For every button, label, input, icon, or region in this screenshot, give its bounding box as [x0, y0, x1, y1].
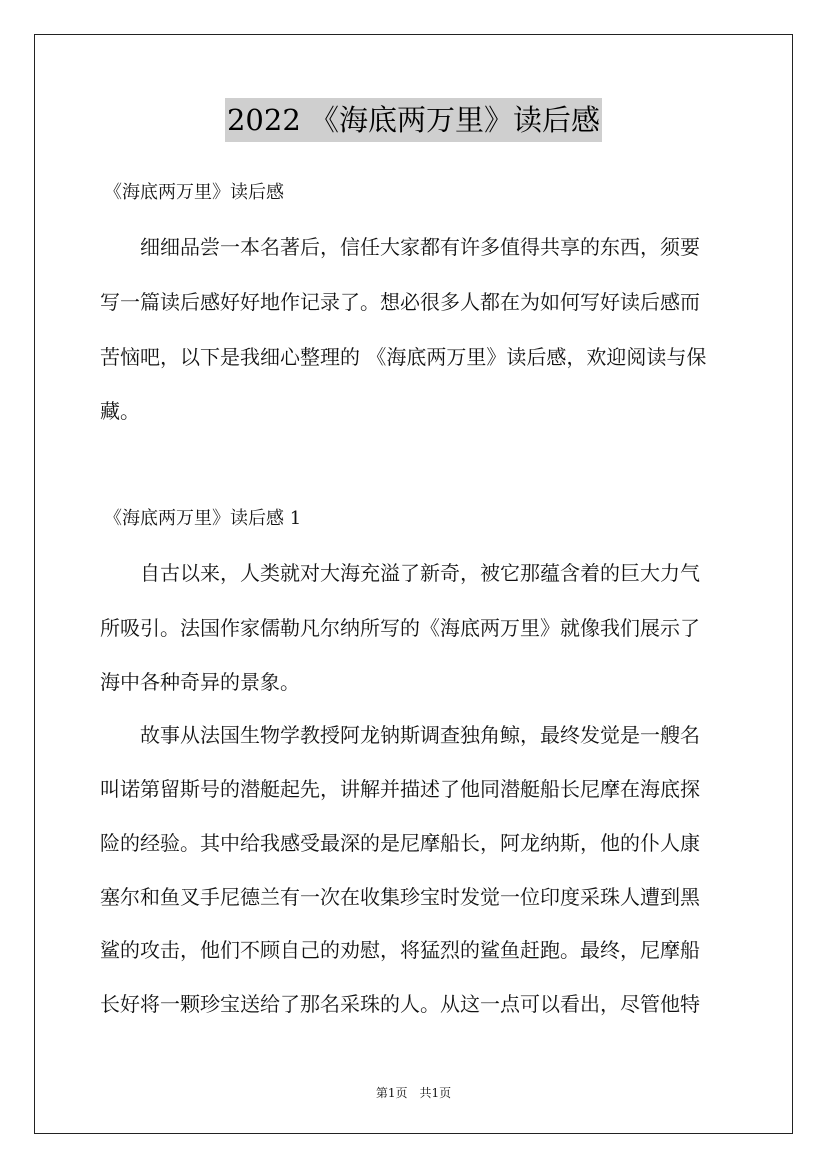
document-title: 2022 《海底两万里》读后感: [225, 98, 602, 142]
intro-line: 藏。: [100, 399, 140, 423]
body-line: 塞尔和鱼叉手尼德兰有一次在收集珍宝时发觉一位印度采珠人遭到黑: [100, 885, 700, 909]
body-line: 长好将一颗珍宝送给了那名采珠的人。从这一点可以看出，尽管他特: [100, 992, 700, 1016]
body-line: 海中各种奇异的景象。: [100, 670, 300, 694]
body-line: 故事从法国生物学教授阿龙钠斯调查独角鲸，最终发觉是一艘名: [100, 723, 700, 747]
intro-line: 写一篇读后感好好地作记录了。想必很多人都在为如何写好读后感而: [100, 290, 700, 314]
body-line: 所吸引。法国作家儒勒凡尔纳所写的《海底两万里》就像我们展示了: [100, 616, 700, 640]
document-title-container: [0, 98, 827, 142]
intro-line: 细细品尝一本名著后，信任大家都有许多值得共享的东西，须要: [100, 235, 700, 259]
section-heading: 《海底两万里》读后感 1: [104, 508, 302, 529]
intro-line: 苦恼吧，以下是我细心整理的 《海底两万里》读后感，欢迎阅读与保: [100, 345, 707, 369]
body-line: 叫诺第留斯号的潜艇起先，讲解并描述了他同潜艇船长尼摩在海底探: [100, 777, 700, 801]
body-line: 鲨的攻击，他们不顾自己的劝慰，将猛烈的鲨鱼赶跑。最终，尼摩船: [100, 938, 700, 962]
document-subtitle: 《海底两万里》读后感: [104, 182, 284, 203]
body-line: 险的经验。其中给我感受最深的是尼摩船长，阿龙纳斯，他的仆人康: [100, 831, 700, 855]
body-line: 自古以来，人类就对大海充溢了新奇，被它那蕴含着的巨大力气: [100, 561, 700, 585]
page-number-footer: 第1页 共1页: [375, 1086, 452, 1100]
